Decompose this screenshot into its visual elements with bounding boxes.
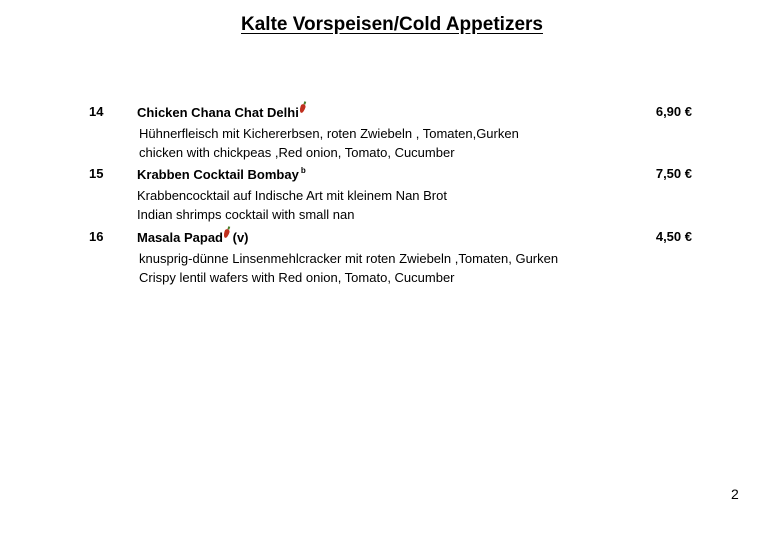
page-number: 2 <box>731 486 739 502</box>
item-description <box>139 125 519 162</box>
item-name <box>137 104 305 120</box>
item-name-text: Krabben Cocktail Bombay <box>137 167 299 182</box>
item-name <box>137 166 306 182</box>
item-price: 6,90 € <box>655 104 692 119</box>
item-number: 14 <box>89 104 104 119</box>
description-english: Indian shrimps cocktail with small nan <box>137 206 355 222</box>
item-number: 16 <box>89 229 104 244</box>
description-german: Krabbencocktail auf Indische Art mit kleinem Nan Brot <box>137 188 447 203</box>
item-description <box>137 187 447 224</box>
item-price: 4,50 € <box>655 229 692 244</box>
chili-icon <box>299 103 307 113</box>
description-german: Hühnerfleisch mit Kichererbsen, roten Zwiebeln , Tomaten,Gurken <box>139 126 519 141</box>
description-english: Crispy lentil wafers with Red onion, Tomato, Cucumber <box>139 269 455 285</box>
vegetarian-marker: (v) <box>232 230 249 245</box>
item-name <box>137 229 249 245</box>
page-title: Kalte Vorspeisen/Cold Appetizers <box>241 14 543 35</box>
allergen-superscript: b <box>300 166 306 175</box>
item-price: 7,50 € <box>655 166 692 181</box>
item-name-text: Chicken Chana Chat Delhi <box>137 105 299 120</box>
item-name-text: Masala Papad <box>137 230 223 245</box>
description-english: chicken with chickpeas ,Red onion, Tomato, Cucumber <box>139 144 455 160</box>
description-german: knusprig-dünne Linsenmehlcracker mit roten Zwiebeln ,Tomaten, Gurken <box>139 251 559 266</box>
item-number: 15 <box>89 166 104 181</box>
chili-icon <box>223 228 231 238</box>
item-description <box>139 250 558 287</box>
